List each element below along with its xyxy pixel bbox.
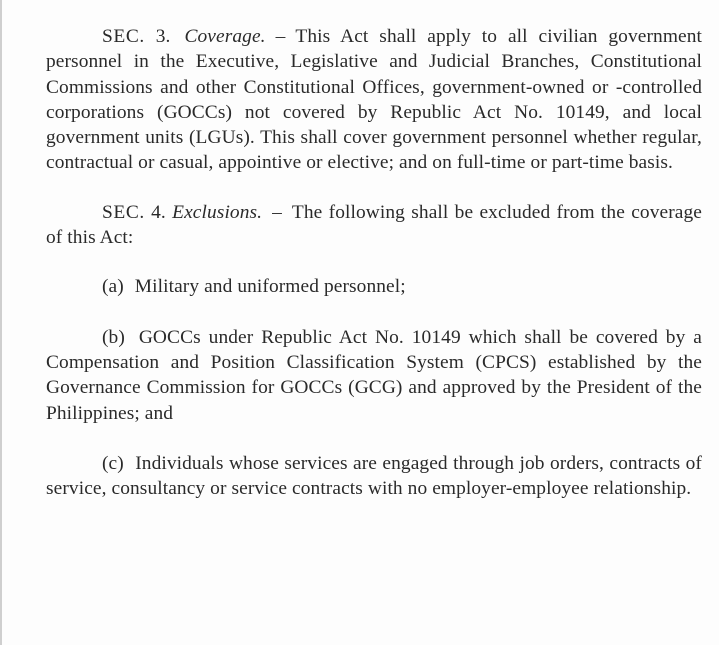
exclusion-label-b: (b)	[102, 326, 125, 348]
section-4-label: SEC.	[102, 201, 145, 223]
exclusion-label-c: (c)	[102, 452, 124, 474]
section-4-text: The following shall be excluded from the coverage of this Act:	[46, 201, 702, 249]
section-4-dash: –	[272, 201, 282, 223]
section-3-coverage	[46, 24, 702, 176]
section-3-dash: –	[275, 26, 286, 47]
section-3-title: Coverage.	[184, 26, 266, 47]
exclusion-item-b	[46, 325, 702, 426]
section-3-text: This Act shall apply to all civilian government personnel in the Executive, Legislative and Judicial Branches, Constitutional Commissions and other Constitutional Offices, government-owned or -controlled corporations (GOCCs) not covered by Republic Act No. 10149, and local government units (LGUs). This shall cover government personnel whether regular, contractual or casual, appointive or elective; and on full-time or part-time basis.	[46, 26, 702, 174]
page-edge-divider	[0, 0, 2, 645]
exclusion-item-c	[46, 451, 702, 502]
section-3-number: 3.	[155, 26, 171, 47]
section-4-number: 4.	[151, 201, 166, 223]
exclusion-label-a: (a)	[102, 276, 124, 298]
exclusion-item-a	[46, 274, 702, 299]
section-3-label: SEC.	[102, 26, 145, 47]
exclusion-text-c: Individuals whose services are engaged through job orders, contracts of service, consultancy or service contracts with no employer-employee relationship.	[46, 452, 702, 500]
section-4-title: Exclusions.	[172, 201, 263, 223]
exclusion-text-a: Military and uniformed personnel;	[134, 276, 406, 298]
document-body	[46, 24, 702, 526]
exclusion-text-b: GOCCs under Republic Act No. 10149 which shall be covered by a Compensation and Position Classification System (CPCS) established by the Governance Commission for GOCCs (GCG) and approved by the President of the Philippines; and	[46, 326, 702, 424]
section-4-exclusions	[46, 200, 702, 251]
